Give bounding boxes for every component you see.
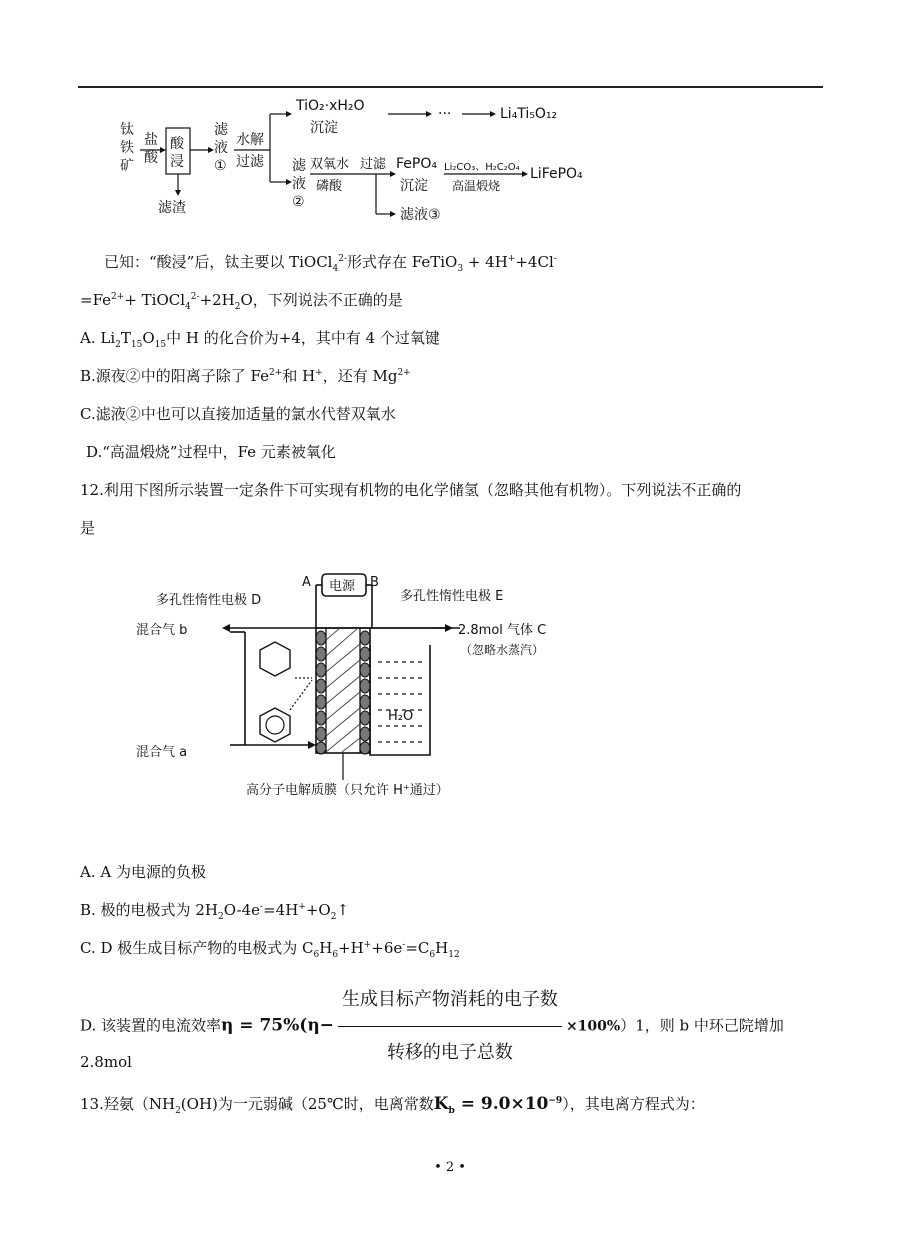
flow-f2-2: 液 (292, 176, 306, 192)
flow-filter2: 过滤 (360, 157, 387, 172)
flow-leach-2: 浸 (170, 154, 184, 170)
flow-f3: 滤液③ (400, 207, 441, 223)
flow-leach-1: 酸 (170, 136, 184, 152)
page-number: • 2 • (434, 1160, 466, 1175)
flow-filter: 过滤 (236, 154, 264, 170)
flow-h2o2: 双氧水 (310, 157, 350, 172)
header-rule (78, 86, 823, 88)
flow-raw-1: 钛 (120, 122, 134, 138)
flow-raw-3: 矿 (120, 158, 134, 174)
q11-option-a: A. $Li_2T_{15}O_{15}$中 H 的化合价为+4，其中有 4 个过氧键 (80, 329, 440, 350)
label-b: B (370, 575, 379, 590)
flow-calcine: 高温煅烧 (452, 179, 501, 193)
label-a: A (302, 575, 311, 590)
flow-f2-1: 滤 (292, 158, 306, 174)
membrane-label: 高分子电解质膜（只允许 H⁺通过） (246, 783, 449, 798)
flow-acid-2: 酸 (144, 150, 158, 166)
flow-reagents: Li₂CO₃、H₂C₂O₄ (444, 162, 520, 173)
flow-fepo4: FePO₄ (396, 156, 437, 172)
gas-a-label: 混合气 a (136, 745, 188, 760)
gas-b-label: 混合气 b (136, 623, 188, 638)
process-flowchart (110, 92, 670, 227)
flow-residue: 滤渣 (158, 200, 186, 216)
q12-option-d: D. 该装置的电流效率η = 75%(η− $\frac{\text{生成目标产物消耗的电子数}}{\text{转移的电子总数}}$ ×100%）1，则 b 中环己院增加 (80, 976, 784, 1077)
q12-option-c: C. D 极生成目标产物的电极式为 $C_6H_6+H^++6e^-=C_6H_{12}$ (80, 939, 460, 960)
flow-dots: ··· (438, 106, 452, 122)
q13-stem: 13.羟氨（$NH_2(OH)$为一元弱碱（25℃时，电离常数$K_b = 9.0\times 10^{-9}$），其电离方程式为： (80, 1094, 705, 1116)
gas-c-note: （忽略水蒸汽） (460, 643, 545, 657)
flow-phos: 磷酸 (316, 179, 343, 194)
water-label: H₂O (388, 709, 414, 724)
flow-acid-1: 盐 (144, 132, 158, 148)
flow-hydro: 水解 (236, 132, 264, 148)
flow-f2-3: ② (292, 194, 305, 210)
flow-raw-2: 铁 (120, 140, 134, 156)
q12-stem-cont: 是 (80, 519, 96, 537)
cyclohexane-icon (260, 642, 290, 676)
q11-option-d: D.“高温煅烧”过程中，Fe 元素被氧化 (86, 443, 336, 461)
q11-option-b: B.源夜②中的阳离子除了 $Fe^{2+}$和 H+，还有 $Mg^{2+}$ (80, 367, 411, 385)
benzene-icon (260, 708, 290, 742)
electrolysis-diagram (130, 570, 600, 810)
flow-lito: Li₄Ti₅O₁₂ (500, 106, 558, 122)
q11-equation: $=Fe^{2+}+$ $TiOCl_4^{2-}+2H_2O$，下列说法不正确的是 (80, 291, 403, 312)
q11-option-c: C.滤液②中也可以直接加适量的氯水代替双氧水 (80, 405, 396, 423)
q12-option-d-cont: 2.8mol (80, 1053, 132, 1071)
flow-precip2: 沉淀 (400, 178, 428, 194)
flow-f1-3: ① (214, 158, 227, 174)
electrode-d-label: 多孔性惰性电极 D (156, 593, 262, 608)
flow-precip: 沉淀 (310, 120, 338, 136)
flow-lifepo4: LiFePO₄ (530, 166, 583, 182)
q11-known: 已知：“酸浸”后，钛主要以 TiOCl$_4^{2-}$形式存在 FeTiO$_3$ + 4H++4Cl- (104, 253, 557, 274)
q12-stem: 12.利用下图所示装置一定条件下可实现有机物的电化学储氢（忽略其他有机物）。下列说法不正确的 (80, 481, 742, 499)
q12-option-b: B. 极的电极式为 $2H_2O-4e^-=4H^++O_2↑$ (80, 901, 350, 922)
efficiency-fraction: $\frac{\text{生成目标产物消耗的电子数}}{\text{转移的电子总数}}$ (338, 976, 562, 1077)
power-label: 电源 (329, 579, 356, 594)
electrode-e-label: 多孔性惰性电极 E (400, 589, 504, 604)
gas-c-label: 2.8mol 气体 C (458, 623, 547, 638)
flow-f1-2: 液 (214, 140, 228, 156)
flow-tio2: TiO₂·xH₂O (296, 98, 365, 114)
q12-option-a: A. A 为电源的负极 (80, 863, 206, 881)
flow-f1-1: 滤 (214, 122, 228, 138)
